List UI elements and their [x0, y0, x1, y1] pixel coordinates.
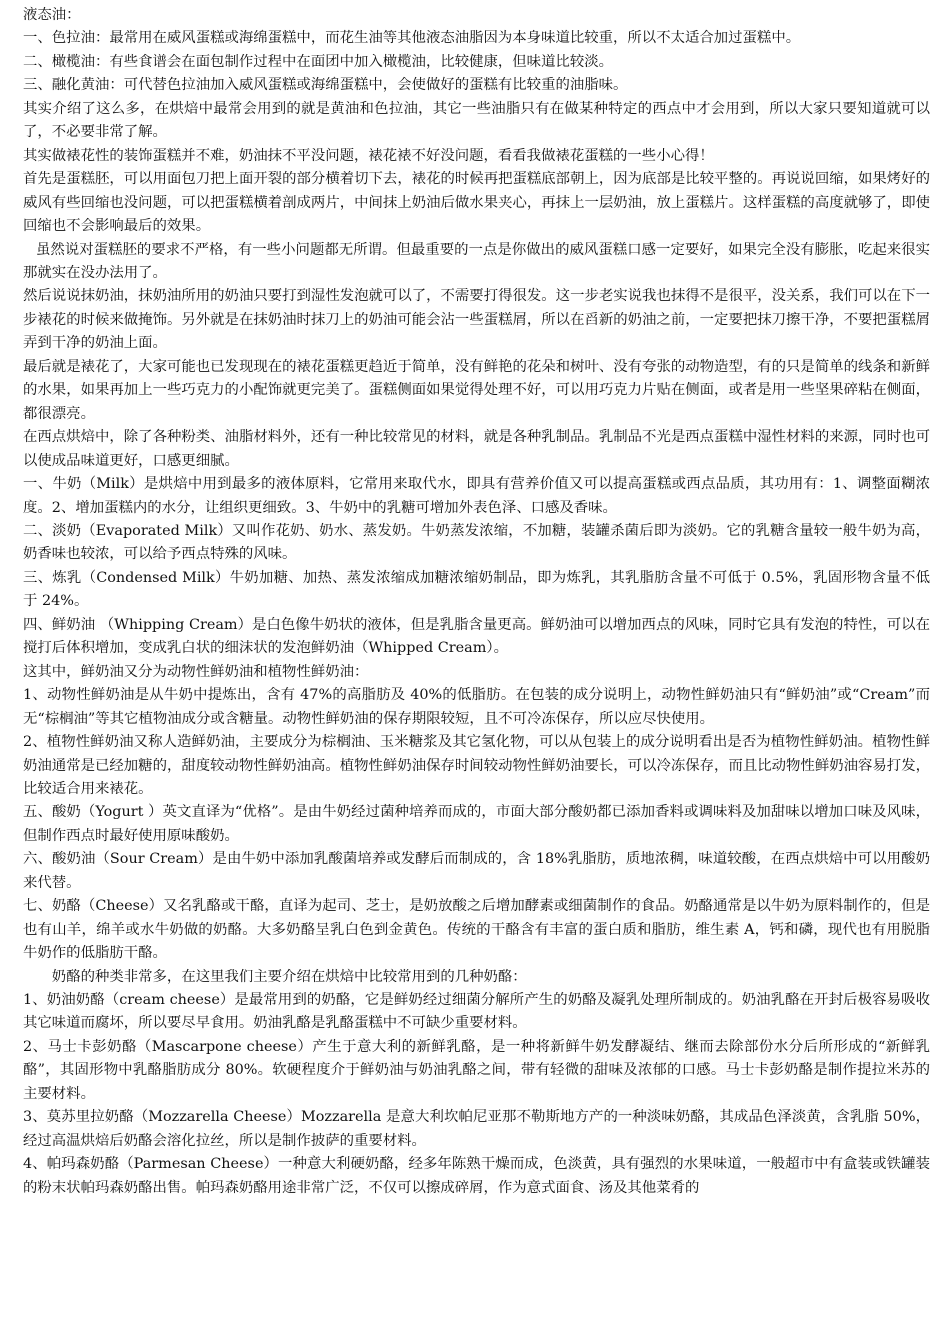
- paragraph-melted-butter: 三、融化黄油：可代替色拉油加入威风蛋糕或海绵蛋糕中，会使做好的蛋糕有比较重的油脂味。: [23, 77, 628, 94]
- paragraph-piping: 最后就是裱花了，大家可能也已发现现在的裱花蛋糕更趋近于简单，没有鲜艳的花朵和树叶、没有夸张的动物造型，有的只是简单的线条和新鲜的水果，如果再加上一些巧克力的小配饰就更完美了。蛋糕侧面如果觉得处理不好，可以用巧克力片贴在侧面，或者是用一些坚果碎粘在侧面，都很漂亮。: [23, 358, 930, 422]
- paragraph-cheese: 七、奶酪（Cheese）又名乳酪或干酪，直译为起司、芝士，是奶放酸之后增加酵素或细菌制作的食品。奶酪通常是以牛奶为原料制作的，但是也有山羊，绵羊或水牛奶做的奶酪。大多奶酪呈乳白色到金黄色。传统的干酪含有丰富的蛋白质和脂肪，维生素 A，钙和磷，现代也有用脱脂牛奶作的低脂肪干酪。: [23, 898, 930, 962]
- paragraph-dairy-intro: 在西点烘焙中，除了各种粉类、油脂材料外，还有一种比较常见的材料，就是各种乳制品。乳制品不光是西点蛋糕中湿性材料的来源，同时也可以使成品味道更好，口感更细腻。: [23, 429, 930, 469]
- paragraph-cheese-types: 奶酪的种类非常多，在这里我们主要介绍在烘焙中比较常用到的几种奶酪：: [51, 968, 527, 985]
- paragraph-parmesan: 4、帕玛森奶酪（Parmesan Cheese）一种意大利硬奶酪，经多年陈熟干燥而成，色淡黄，具有强烈的水果味道，一般超市中有盒装或铁罐装的粉末状帕玛森奶酪出售。帕玛森奶酪用途非常广泛，不仅可以擦成碎屑，作为意式面食、汤及其他菜肴的: [23, 1156, 930, 1196]
- section-heading-liquid-oil: 液态油：: [23, 7, 81, 23]
- paragraph-salad-oil: 一、色拉油：最常用在威风蛋糕或海绵蛋糕中，而花生油等其他液态油脂因为本身味道比较重，所以不太适合加过蛋糕中。: [23, 30, 801, 47]
- paragraph-vegetable-cream: 2、植物性鲜奶油又称人造鲜奶油，主要成分为棕榈油、玉米糖浆及其它氢化物，可以从包装上的成分说明看出是否为植物性鲜奶油。植物性鲜奶油通常是已经加糖的，甜度较动物性鲜奶油高。植物性鲜奶油保存时间较动物性鲜奶油要长，可以冷冻保存，而且比动物性鲜奶油容易打发，比较适合用来裱花。: [23, 734, 930, 797]
- paragraph-spreading-cream: 然后说说抹奶油，抹奶油所用的奶油只要打到湿性发泡就可以了，不需要打得很发。这一步老实说我也抹得不是很平，没关系，我们可以在下一步裱花的时候来做掩饰。另外就是在抹奶油时抹刀上的奶油可能会沾一些蛋糕屑，所以在舀新的奶油之前，一定要把抹刀擦干净，不要把蛋糕屑弄到干净的奶油上面。: [23, 288, 930, 352]
- paragraph-cake-base: 首先是蛋糕胚，可以用面包刀把上面开裂的部分横着切下去，裱花的时候再把蛋糕底部朝上，因为底部是比较平整的。再说说回缩，如果烤好的威风有些回缩也没问题，可以把蛋糕横着剖成两片，中间抹上奶油后做水果夹心，再抹上一层奶油，放上蛋糕片。这样蛋糕的高度就够了，即使回缩也不会影响最后的效果。: [23, 171, 930, 235]
- paragraph-animal-cream: 1、动物性鲜奶油是从牛奶中提炼出，含有 47%的高脂肪及 40%的低脂肪。在包装的成分说明上，动物性鲜奶油只有“鲜奶油”或“Cream”而无“棕榈油”等其它植物油成分或含糖量。动物性鲜奶油的保存期限较短，且不可冷冻保存，所以应尽快使用。: [23, 687, 930, 727]
- paragraph-cream-cheese: 1、奶油奶酪（cream cheese）是最常用到的奶酪，它是鲜奶经过细菌分解所产生的奶酪及凝乳处理所制成的。奶油乳酪在开封后极容易吸收其它味道而腐坏，所以要尽早食用。奶油乳酪是乳酪蛋糕中不可缺少重要材料。: [23, 992, 930, 1032]
- paragraph-olive-oil: 二、橄榄油：有些食谱会在面包制作过程中在面团中加入橄榄油，比较健康，但味道比较淡。: [23, 53, 614, 70]
- paragraph-evaporated-milk: 二、淡奶（Evaporated Milk）又叫作花奶、奶水、蒸发奶。牛奶蒸发浓缩，不加糖，装罐杀菌后即为淡奶。它的乳糖含量较一般牛奶为高，奶香味也较浓，可以给予西点特殊的风味。: [23, 522, 930, 563]
- paragraph-mozzarella: 3、莫苏里拉奶酪（Mozzarella Cheese）Mozzarella 是意大利坎帕尼亚那不勒斯地方产的一种淡味奶酪，其成品色泽淡黄，含乳脂 50%，经过高温烘焙后奶酪会溶化拉丝，所以是制作披萨的重要材料。: [23, 1109, 930, 1149]
- paragraph-condensed-milk: 三、炼乳（Condensed Milk）牛奶加糖、加热、蒸发浓缩成加糖浓缩奶制品，即为炼乳，其乳脂肪含量不可低于 0.5%，乳固形物含量不低于 24%。: [23, 569, 930, 610]
- paragraph-yogurt: 五、酸奶（Yogurt ）英文直译为“优格”。是由牛奶经过菌种培养而成的，市面大部分酸奶都已添加香料或调味料及加甜味以增加口味及风味，但制作西点时最好使用原味酸奶。: [23, 804, 930, 844]
- paragraph-whipping-cream: 四、鲜奶油 （Whipping Cream）是白色像牛奶状的液体，但是乳脂含量更高。鲜奶油可以增加西点的风味，同时它具有发泡的特性，可以在搅打后体积增加，变成乳白状的细沫状的发泡鲜奶油（Whipped Cream）。: [23, 616, 930, 657]
- paragraph-milk: 一、牛奶（Milk）是烘焙中用到最多的液体原料，它常用来取代水，即具有营养价值又可以提高蛋糕或西点品质，其功用有：1、调整面糊浓度。2、增加蛋糕内的水分，让组织更细致。3、牛奶中的乳糖可增加外表色泽、口感及香味。: [23, 476, 930, 516]
- paragraph-cream-types: 这其中，鲜奶油又分为动物性鲜奶油和植物性鲜奶油：: [23, 663, 369, 680]
- paragraph-decorating-intro: 其实做裱花性的装饰蛋糕并不难，奶油抹不平没问题，裱花裱不好没问题，看看我做裱花蛋糕的一些小心得！: [23, 147, 714, 164]
- paragraph-oil-summary: 其实介绍了这么多，在烘焙中最常会用到的就是黄油和色拉油，其它一些油脂只有在做某种特定的西点中才会用到，所以大家只要知道就可以了，不必要非常了解。: [23, 100, 930, 141]
- paragraph-sour-cream: 六、酸奶油（Sour Cream）是由牛奶中添加乳酸菌培养或发酵后而制成的，含 18%乳脂肪，质地浓稠，味道较酸，在西点烘焙中可以用酸奶来代替。: [23, 851, 930, 891]
- paragraph-mascarpone: 2、马士卡彭奶酪（Mascarpone cheese）产生于意大利的新鲜乳酪，是一种将新鲜牛奶发酵凝结、继而去除部份水分后所形成的“新鲜乳酪”，其固形物中乳酪脂肪成分 80%。软硬程度介于鲜奶油与奶油乳酪之间，带有轻微的甜味及浓郁的口感。马士卡彭奶酪是制作提拉米苏的主要材料。: [23, 1038, 930, 1102]
- paragraph-cake-texture: 虽然说对蛋糕胚的要求不严格，有一些小问题都无所谓。但最重要的一点是你做出的威风蛋糕口感一定要好，如果完全没有膨胀，吃起来很实那就实在没办法用了。: [23, 241, 930, 281]
